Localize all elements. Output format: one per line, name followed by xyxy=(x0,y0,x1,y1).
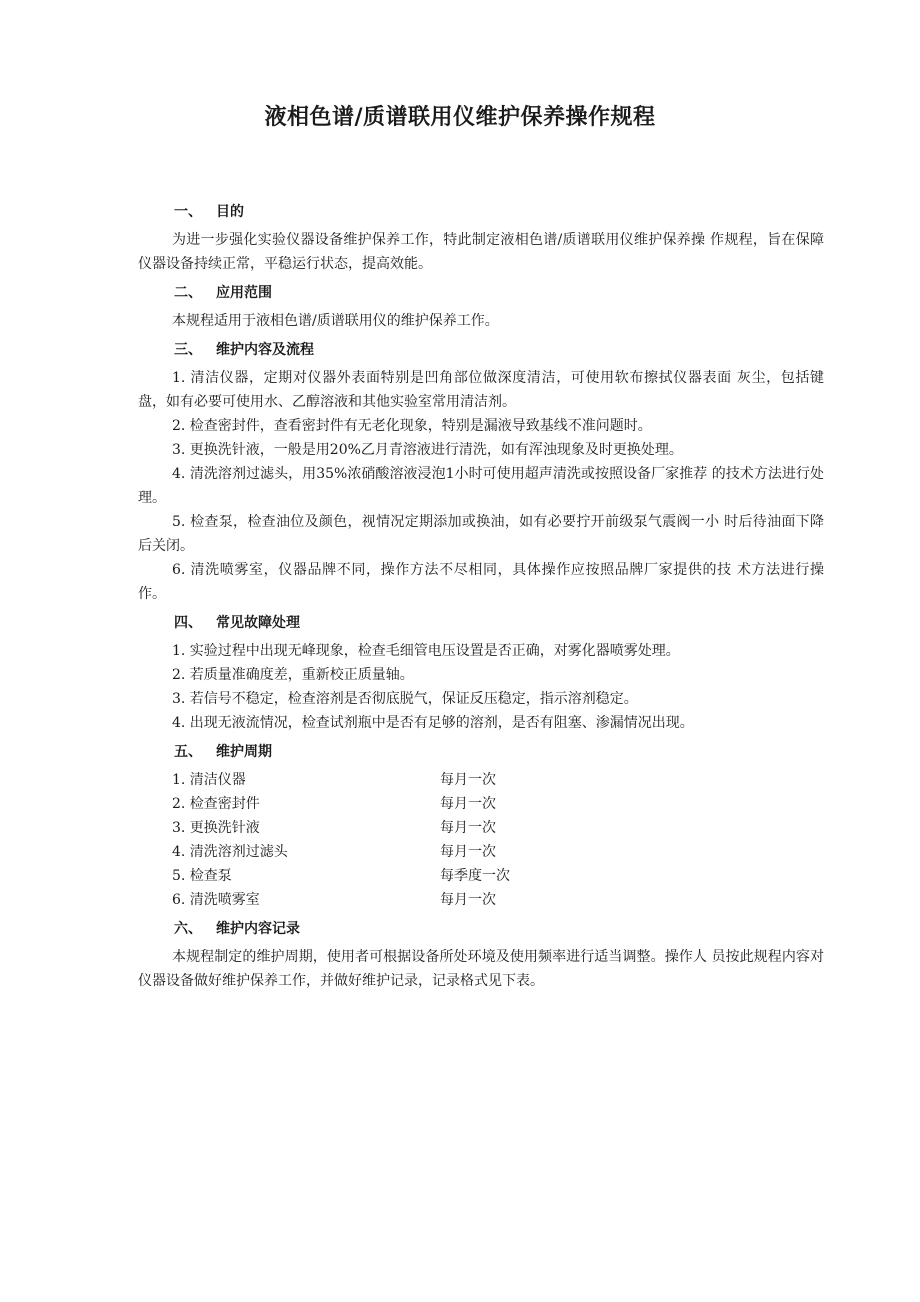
cycle-task: 5. 检查泵 xyxy=(172,868,232,884)
table-row xyxy=(138,888,824,912)
cycle-frequency: 每月一次 xyxy=(440,772,496,788)
cycle-frequency: 每月一次 xyxy=(440,844,496,860)
cycle-task: 2. 检查密封件 xyxy=(172,796,260,812)
list-item: 3. 若信号不稳定，检查溶剂是否彻底脱气，保证反压稳定，指示溶剂稳定。 xyxy=(172,691,638,707)
cycle-task: 3. 更换洗针液 xyxy=(172,820,260,836)
cycle-task: 4. 清洗溶剂过滤头 xyxy=(172,844,288,860)
table-row xyxy=(138,816,824,840)
cycle-frequency: 每月一次 xyxy=(440,796,496,812)
section-heading-troubleshooting: 四、 常见故障处理 xyxy=(174,615,300,631)
list-item: 4. 清洗溶剂过滤头，用35%浓硝酸溶液浸泡1小时可使用超声清洗或按照设备厂家推荐 的技术方法进行处理。 xyxy=(138,466,824,506)
section-heading-maintenance-content: 三、 维护内容及流程 xyxy=(174,342,314,358)
section-heading-scope: 二、 应用范围 xyxy=(174,285,272,301)
list-item: 1. 实验过程中出现无峰现象，检查毛细管电压设置是否正确，对雾化器喷雾处理。 xyxy=(172,643,680,659)
list-item: 5. 检查泵，检查油位及颜色，视情况定期添加或换油，如有必要拧开前级泵气震阀一小 时后待油面下降后关闭。 xyxy=(138,514,824,554)
section-heading-maintenance-record: 六、 维护内容记录 xyxy=(174,921,300,937)
section-heading-maintenance-cycle: 五、 维护周期 xyxy=(174,744,272,760)
section-heading-purpose: 一、 目的 xyxy=(174,204,244,220)
paragraph-record: 本规程制定的维护周期，使用者可根据设备所处环境及使用频率进行适当调整。操作人 员按此规程内容对仪器设备做好维护保养工作，并做好维护记录，记录格式见下表。 xyxy=(138,949,824,989)
table-row xyxy=(138,864,824,888)
cycle-frequency: 每月一次 xyxy=(440,892,496,908)
cycle-frequency: 每季度一次 xyxy=(440,868,510,884)
cycle-frequency: 每月一次 xyxy=(440,820,496,836)
document-body xyxy=(138,200,824,993)
table-row xyxy=(138,792,824,816)
list-item: 4. 出现无液流情况，检查试剂瓶中是否有足够的溶剂，是否有阻塞、渗漏情况出现。 xyxy=(172,715,694,731)
list-item: 2. 若质量准确度差，重新校正质量轴。 xyxy=(172,667,414,683)
table-row xyxy=(138,768,824,792)
document-title: 液相色谱/质谱联用仪维护保养操作规程 xyxy=(264,104,656,130)
cycle-task: 6. 清洗喷雾室 xyxy=(172,892,260,908)
list-item: 6. 清洗喷雾室，仪器品牌不同，操作方法不尽相同，具体操作应按照品牌厂家提供的技 术方法进行操作。 xyxy=(138,562,824,602)
paragraph-scope: 本规程适用于液相色谱/质谱联用仪的维护保养工作。 xyxy=(172,313,499,329)
list-item: 3. 更换洗针液，一般是用20%乙月青溶液进行清洗，如有浑浊现象及时更换处理。 xyxy=(172,442,683,458)
list-item: 2. 检查密封件，查看密封件有无老化现象，特别是漏液导致基线不准问题时。 xyxy=(172,418,652,434)
table-row xyxy=(138,840,824,864)
cycle-task: 1. 清洁仪器 xyxy=(172,772,246,788)
list-item: 1. 清洁仪器，定期对仪器外表面特别是凹角部位做深度清洁，可使用软布擦拭仪器表面 灰尘，包括键盘，如有必要可使用水、乙醇溶液和其他实验室常用清洁剂。 xyxy=(138,370,824,410)
paragraph-purpose: 为进一步强化实验仪器设备维护保养工作，特此制定液相色谱/质谱联用仪维护保养操 作规程，旨在保障仪器设备持续正常，平稳运行状态，提高效能。 xyxy=(138,232,824,272)
